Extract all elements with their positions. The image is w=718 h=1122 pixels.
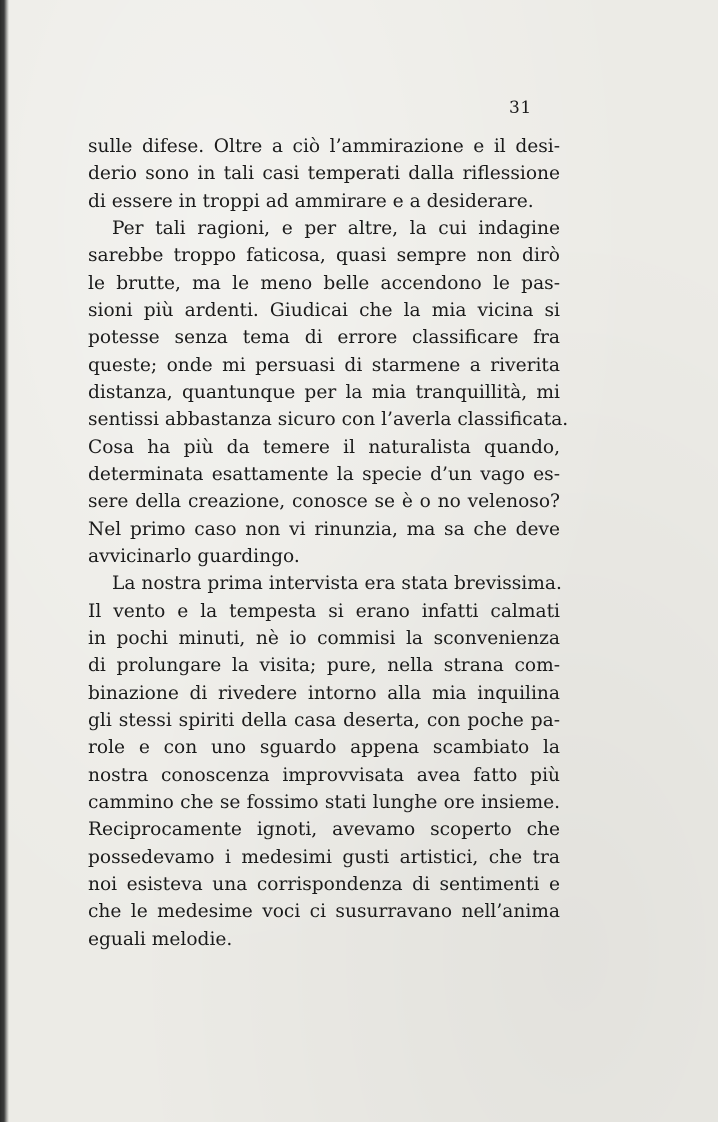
text-line: determinata esattamente la specie d’un vago es- bbox=[88, 463, 560, 485]
body-text bbox=[88, 133, 569, 953]
text-line: derio sono in tali casi temperati dalla riflessione bbox=[88, 163, 560, 185]
text-line: Reciprocamente ignoti, avevamo scoperto che bbox=[88, 819, 560, 841]
text-line: in pochi minuti, nè io commisi la sconvenienza bbox=[88, 627, 560, 649]
text-line: sentissi abbastanza sicuro con l’averla classificata. bbox=[88, 409, 569, 431]
page-number: 31 bbox=[509, 98, 532, 118]
text-line: sere della creazione, conosce se è o no velenoso? bbox=[88, 491, 560, 513]
text-line: eguali melodie. bbox=[88, 928, 233, 950]
text-line: noi esisteva una corrispondenza di sentimenti e bbox=[88, 873, 560, 895]
text-line: Per tali ragioni, e per altre, la cui indagine bbox=[112, 217, 560, 239]
text-line: gli stessi spiriti della casa deserta, con poche pa- bbox=[88, 709, 560, 731]
text-line: potesse senza tema di errore classificare fra bbox=[88, 327, 560, 349]
text-line: binazione di rivedere intorno alla mia inquilina bbox=[88, 682, 560, 704]
text-line: distanza, quantunque per la mia tranquillità, mi bbox=[88, 381, 560, 403]
binding-edge bbox=[0, 0, 9, 1122]
text-line: Nel primo caso non vi rinunzia, ma sa che deve bbox=[88, 518, 560, 540]
text-line: sioni più ardenti. Giudicai che la mia vicina si bbox=[88, 299, 560, 321]
text-line: La nostra prima intervista era stata brevissima. bbox=[112, 573, 562, 595]
text-line: che le medesime voci ci susurravano nell’anima bbox=[88, 901, 560, 923]
text-line: sulle difese. Oltre a ciò l’ammirazione e il desi- bbox=[88, 136, 560, 157]
text-line: cammino che se fossimo stati lunghe ore insieme. bbox=[88, 791, 560, 813]
text-line: Cosa ha più da temere il naturalista quando, bbox=[88, 436, 560, 458]
text-line: di prolungare la visita; pure, nella strana com- bbox=[88, 655, 560, 677]
text-line: le brutte, ma le meno belle accendono le pas- bbox=[88, 272, 560, 294]
text-line: Il vento e la tempesta si erano infatti calmati bbox=[88, 600, 560, 622]
text-line: role e con uno sguardo appena scambiato la bbox=[88, 737, 560, 759]
text-line: di essere in troppi ad ammirare e a desiderare. bbox=[88, 190, 534, 212]
text-line: nostra conoscenza improvvisata avea fatto più bbox=[88, 764, 560, 786]
text-line: possedevamo i medesimi gusti artistici, che tra bbox=[88, 846, 560, 868]
text-line: queste; onde mi persuasi di starmene a riverita bbox=[88, 354, 560, 376]
text-line: avvicinarlo guardingo. bbox=[88, 545, 300, 567]
text-line: sarebbe troppo faticosa, quasi sempre non dirò bbox=[88, 245, 560, 267]
